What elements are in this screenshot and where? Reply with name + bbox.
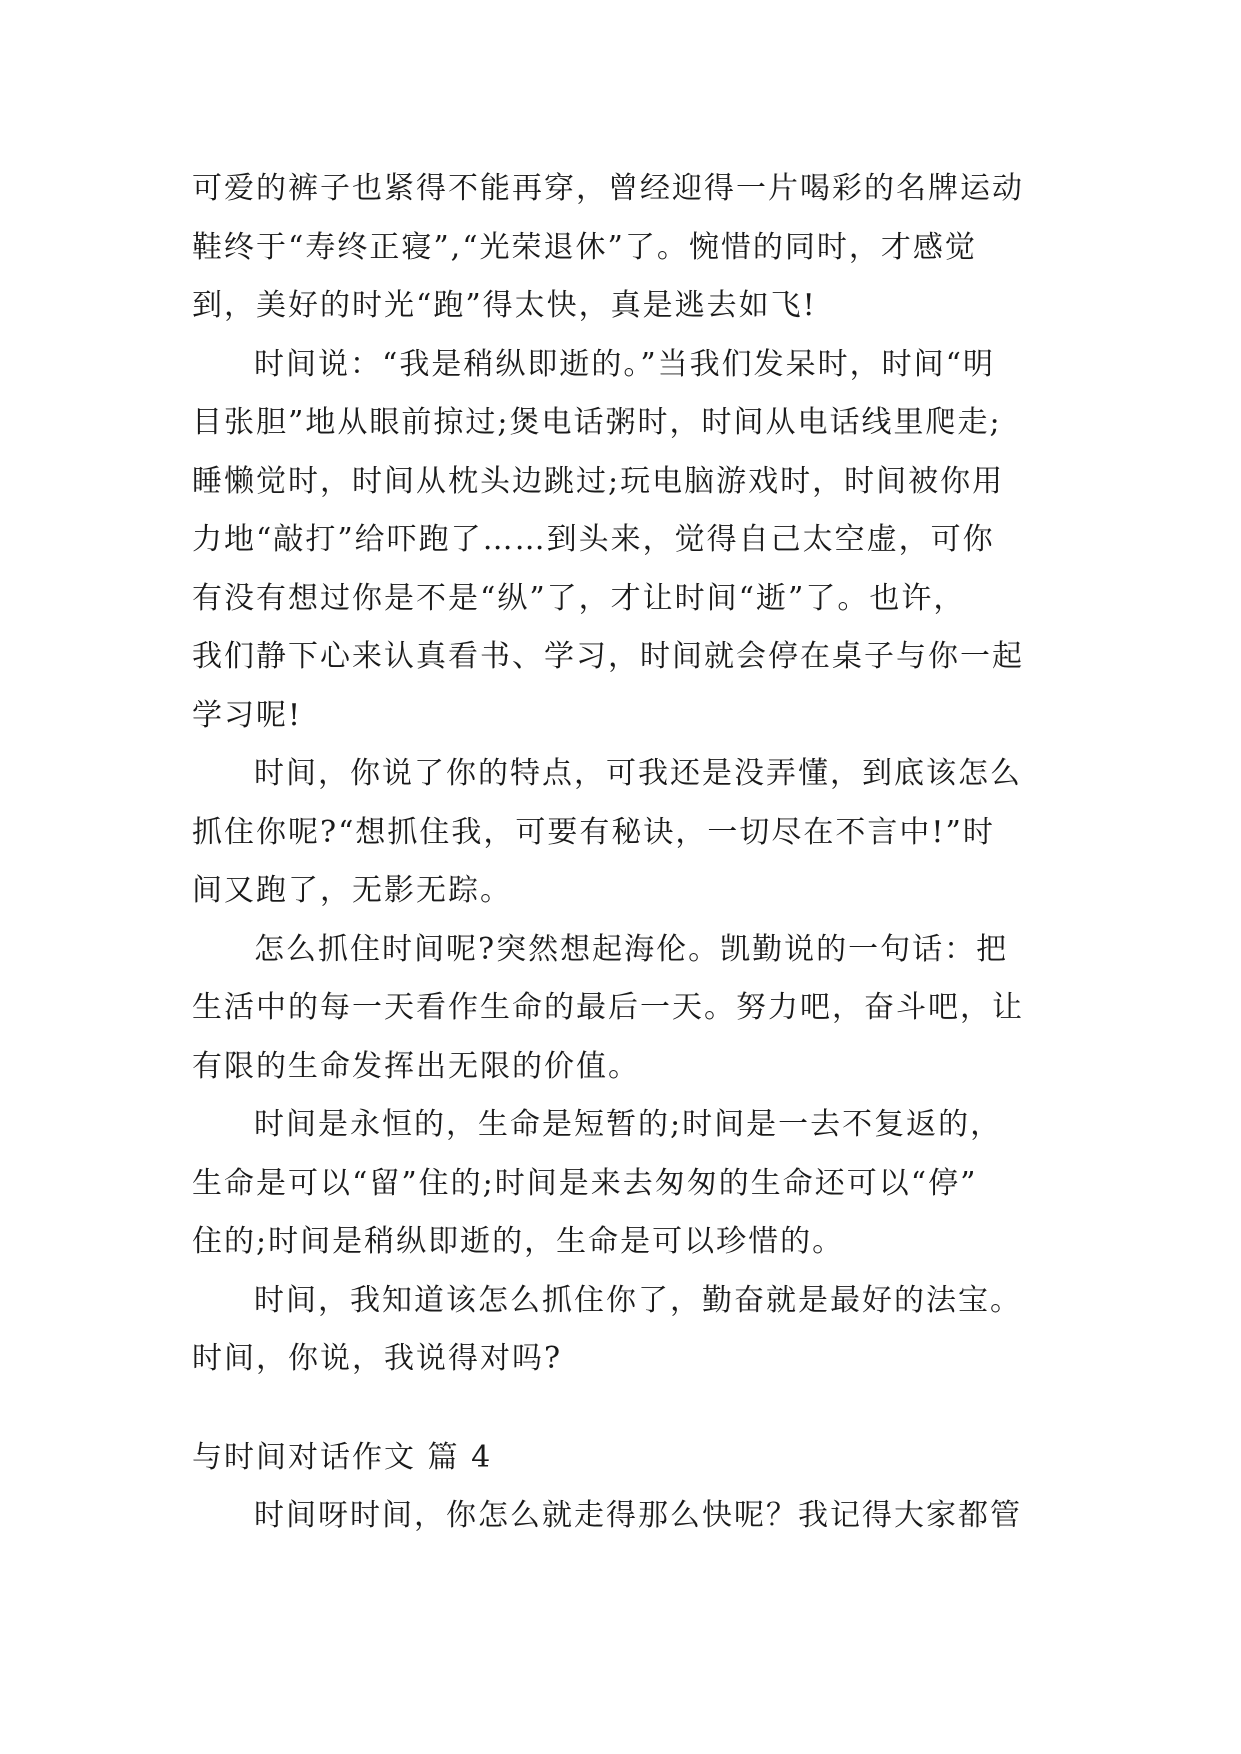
text-line: 鞋终于“寿终正寝”,“光荣退休”了。惋惜的同时，才感觉 [192,229,977,265]
text-line: 时间，你说，我说得对吗? [192,1341,563,1376]
text-line: 力地“敲打”给吓跑了……到头来，觉得自己太空虚，可你 [192,522,995,557]
text-line: 住的;时间是稍纵即逝的，生命是可以珍惜的。 [192,1224,845,1259]
text-line: 目张胆”地从眼前掠过;煲电话粥时，时间从电话线里爬走; [192,405,1002,440]
paragraph-first-line: 时间呀时间，你怎么就走得那么快呢？我记得大家都管 [254,1498,1022,1533]
text-line: 生活中的每一天看作生命的最后一天。努力吧，奋斗吧，让 [192,990,1024,1025]
text-line: 可爱的裤子也紧得不能再穿，曾经迎得一片喝彩的名牌运动 [192,171,1024,206]
text-line: 有没有想过你是不是“纵”了，才让时间“逝”了。也许， [192,580,966,616]
section-heading: 与时间对话作文 篇 4 [192,1439,493,1475]
text-line: 到，美好的时光“跑”得太快，真是逃去如飞! [192,288,817,323]
text-line: 间又跑了，无影无踪。 [192,873,512,908]
paragraph-first-line: 时间说：“我是稍纵即逝的。”当我们发呆时，时间“明 [254,346,996,382]
text-line: 抓住你呢?“想抓住我，可要有秘诀，一切尽在不言中!”时 [192,814,995,850]
section-gap [192,1389,1050,1429]
paragraph-first-line: 时间，你说了你的特点，可我还是没弄懂，到底该怎么 [254,756,1022,791]
paragraph-first-line: 时间，我知道该怎么抓住你了，勤奋就是最好的法宝。 [254,1282,1022,1318]
paragraph-first-line: 时间是永恒的，生命是短暂的;时间是一去不复返的， [254,1107,1003,1142]
text-line: 我们静下心来认真看书、学习，时间就会停在桌子与你一起 [192,639,1024,674]
document-body [192,160,1050,1546]
paragraph-first-line: 怎么抓住时间呢?突然想起海伦。凯勤说的一句话：把 [254,931,1009,967]
text-line: 学习呢! [192,697,303,733]
text-line: 睡懒觉时，时间从枕头边跳过;玩电脑游戏时，时间被你用 [192,463,1005,499]
text-line: 有限的生命发挥出无限的价值。 [192,1048,640,1084]
text-line: 生命是可以“留”住的;时间是来去匆匆的生命还可以“停” [192,1165,978,1201]
